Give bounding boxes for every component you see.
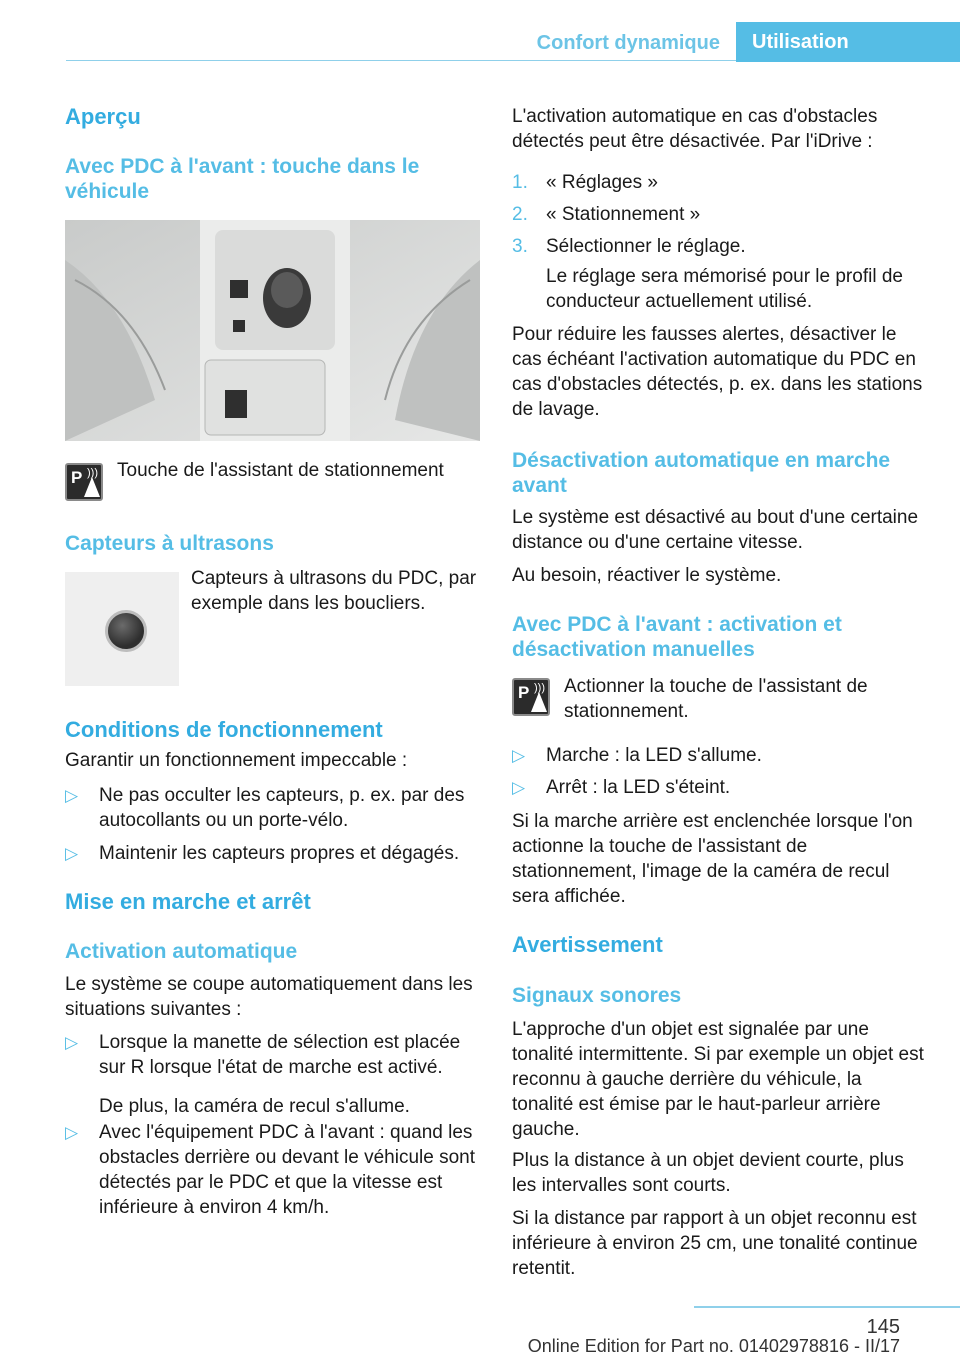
desactivation-heading: Désactivation automatique en marche avant [512,449,891,497]
list-item [512,775,926,800]
ultrasonic-sensor-image [65,572,179,686]
console-photo [65,220,480,441]
fausses-alertes-text: Pour réduire les fausses alertes, désactiver le cas échéant l'activation automatique du PDC en cas d'obstacles détectés, p. ex. dans les stations de lavage. [512,324,923,420]
activation-heading: Activation automatique [65,940,298,963]
parking-icon-caption: Touche de l'assistant de stationnement [117,460,444,481]
desactivation-text: Le système est désactivé au bout d'une certaine distance ou d'une certaine vitesse. [512,507,919,553]
list-item [512,743,926,768]
chapter-tab: Utilisation [736,22,960,62]
list-item [512,202,926,227]
apercu-heading: Aperçu [65,104,141,129]
pdc-front-heading: Avec PDC à l'avant : touche dans le véhicule [65,155,420,203]
triangle-bullet-icon: ▷ [65,786,79,805]
step-number: 2. [512,204,528,225]
reactivate-text: Au besoin, réactiver le système. [512,565,782,586]
list-item-text: Marche : la LED s'allume. [546,745,762,766]
list-item [512,170,926,195]
list-item [512,234,926,259]
console-illustration [65,220,480,441]
conditions-heading: Conditions de fonctionnement [65,717,383,742]
signaux-text-1: L'approche d'un objet est signalée par une tonalité intermittente. Si par exemple un objet est reconnu à gauche derrière du véhicule, la tonalité est émise par le haut-parleur arrière gauche. [512,1019,924,1140]
footer-rule [694,1306,960,1308]
list-item [65,783,481,833]
page-number: 145 [866,1316,900,1338]
activation-intro: Le système se coupe automatiquement dans les situations suivantes : [65,974,473,1020]
signaux-heading: Signaux sonores [512,984,682,1007]
avertissement-heading: Avertissement [512,932,663,957]
section-label: Confort dynamique [536,32,720,54]
capteurs-heading: Capteurs à ultrasons [65,532,274,555]
triangle-bullet-icon: ▷ [65,1123,79,1142]
step-text: « Stationnement » [546,204,701,225]
signaux-text-2: Plus la distance à un objet devient courte, plus les intervalles sont courts. [512,1150,904,1196]
list-item-text: Lorsque la manette de sélection est placée sur R lorsque l'état de marche est activé. [99,1032,461,1078]
capteurs-text: Capteurs à ultrasons du PDC, par exemple dans les boucliers. [191,568,477,614]
manuelle-heading: Avec PDC à l'avant : activation et désactivation manuelles [512,613,842,661]
parking-assistant-icon: P ))) [512,678,550,716]
triangle-bullet-icon: ▷ [65,844,79,863]
activation-item1-extra: De plus, la caméra de recul s'allume. [99,1096,410,1117]
triangle-bullet-icon: ▷ [512,746,526,765]
step-number: 3. [512,236,528,257]
triangle-bullet-icon: ▷ [512,778,526,797]
conditions-intro: Garantir un fonctionnement impeccable : [65,750,408,771]
edition-note: Online Edition for Part no. 01402978816 - II/17 [527,1336,900,1356]
step-number: 1. [512,172,528,193]
list-item [65,1030,481,1080]
list-item-text: Avec l'équipement PDC à l'avant : quand les obstacles derrière ou devant le véhicule sont détectés par le PDC et que la vitesse est inférieure à environ 4 km/h. [99,1122,476,1218]
list-item-text: Arrêt : la LED s'éteint. [546,777,731,798]
signaux-text-3: Si la distance par rapport à un objet reconnu est inférieure à environ 25 cm, une tonalité continue retentit. [512,1208,918,1279]
triangle-bullet-icon: ▷ [65,1033,79,1052]
list-item [65,1120,481,1220]
list-item-text: Ne pas occulter les capteurs, p. ex. par des autocollants ou un porte-vélo. [99,785,465,831]
marche-arriere-text: Si la marche arrière est enclenchée lorsque l'on actionne la touche de l'assistant de stationnement, l'image de la caméra de recul sera affichée. [512,811,913,907]
marche-arret-heading: Mise en marche et arrêt [65,889,311,914]
list-item-text: Maintenir les capteurs propres et dégagés. [99,843,460,864]
sensor-disc [105,610,147,652]
list-item [65,841,481,866]
step-text: « Réglages » [546,172,658,193]
step-text: Sélectionner le réglage. [546,236,746,257]
parking-assistant-icon: P ))) [65,463,103,501]
step3-extra: Le réglage sera mémorisé pour le profil de conducteur actuellement utilisé. [546,266,903,312]
auto-activation-intro: L'activation automatique en cas d'obstacles détectés peut être désactivée. Par l'iDrive : [512,106,878,152]
manuelle-caption: Actionner la touche de l'assistant de stationnement. [564,676,868,722]
